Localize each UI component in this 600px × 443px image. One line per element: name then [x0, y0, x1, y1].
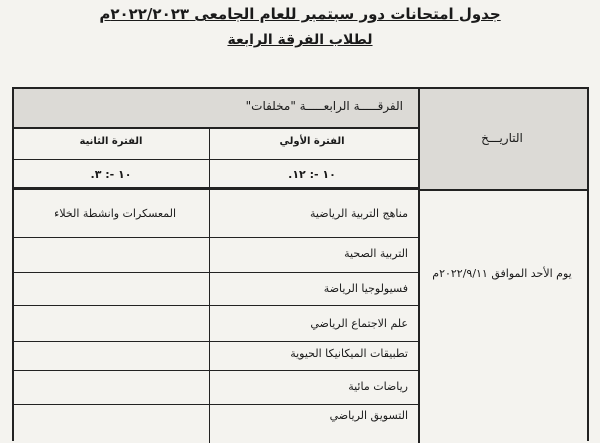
exam-schedule-table	[12, 87, 589, 441]
subject-cell: التربية الصحية	[344, 247, 408, 260]
row-divider	[14, 237, 418, 238]
divider-period-labels	[14, 159, 418, 160]
row-divider	[14, 272, 418, 273]
divider-group-header	[14, 127, 418, 129]
row-divider	[14, 404, 418, 405]
page-subtitle: لطلاب الفرقة الرابعة	[227, 32, 373, 48]
row-divider	[14, 341, 418, 342]
divider-header-body	[14, 187, 418, 190]
row-divider	[14, 305, 418, 306]
period1-time: ١٠ -: ١٢.	[288, 168, 336, 181]
divider-date-header	[420, 189, 587, 191]
period2-time: ١٠ -: ٣.	[90, 168, 132, 181]
exam-date: يوم الأحد الموافق ٢٠٢٢/٩/١١م	[432, 267, 572, 280]
subject-cell: تطبيقات الميكانيكا الحيوية	[290, 347, 408, 360]
date-header-label: التاريـــخ	[481, 131, 523, 145]
subject-cell: فسيولوجيا الرياضة	[323, 282, 408, 295]
period1-label: الفترة الأولي	[279, 136, 345, 147]
subject-cell: علم الاجتماع الرياضي	[310, 317, 408, 330]
subject-cell: رياضات مائية	[348, 380, 408, 393]
period2-label: الفترة الثانية	[79, 136, 143, 147]
group-header-label: الفرقـــــة الرابعـــــة "مخلفات"	[245, 99, 403, 113]
subject-cell: مناهج التربية الرياضية	[310, 207, 408, 220]
subject-cell: التسويق الرياضي	[329, 409, 408, 422]
subject-cell: المعسكرات وانشطة الخلاء	[54, 207, 176, 220]
page-title: جدول امتحانات دور سبتمبر للعام الجامعى ٢٠٢٢/٢٠٢٣م	[99, 5, 501, 23]
divider-date-column	[418, 89, 420, 443]
divider-period-columns	[209, 127, 210, 443]
row-divider	[14, 370, 418, 371]
